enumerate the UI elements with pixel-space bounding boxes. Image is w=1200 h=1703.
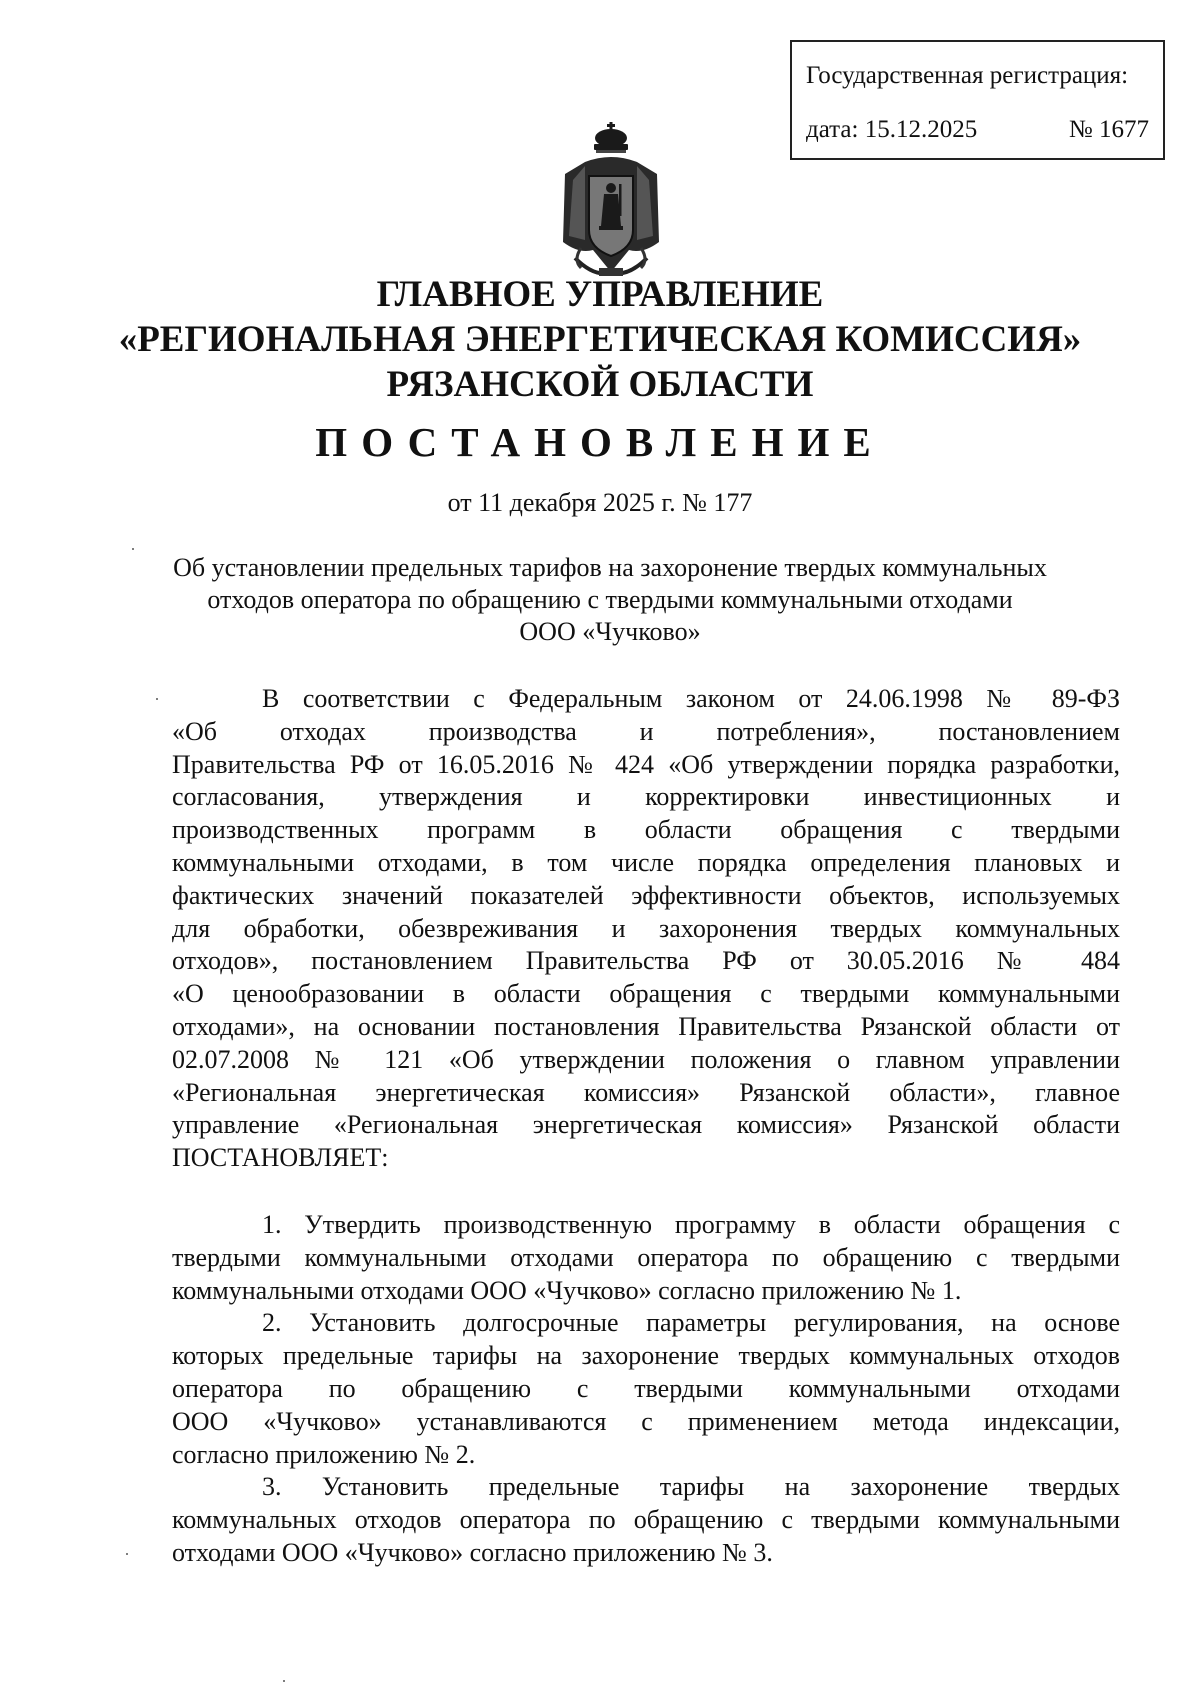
preamble-line: «О ценообразовании в области обращения с твердыми коммунальными (172, 979, 1120, 1009)
registration-date: дата: 15.12.2025 (806, 116, 978, 143)
preamble-line: ПОСТАНОВЛЯЕТ: (172, 1143, 389, 1173)
item-1 (172, 1209, 1120, 1307)
organization-name (80, 272, 1120, 407)
item-line: 1. Утвердить производственную программу в области обращения с (262, 1209, 1120, 1239)
registration-number: № 1677 (1068, 116, 1149, 143)
subject-line: Об установлении предельных тарифов на захоронение твердых коммунальных (173, 553, 1047, 582)
org-line: «РЕГИОНАЛЬНАЯ ЭНЕРГЕТИЧЕСКАЯ КОМИССИЯ» (118, 319, 1082, 360)
item-line: твердыми коммунальными отходами оператора по обращению с твердыми (172, 1242, 1120, 1272)
preamble-line: для обработки, обезвреживания и захоронения твердых коммунальных (172, 913, 1120, 943)
registration-stamp (790, 40, 1165, 160)
preamble-line: отходов», постановлением Правительства РФ от 30.05.2016 № 484 (172, 946, 1120, 976)
preamble-line: «Региональная энергетическая комиссия» Рязанской области», главное (172, 1077, 1120, 1107)
document-date-number: от 11 декабря 2025 г. № 177 (447, 488, 753, 517)
item-line: оператора по обращению с твердыми коммунальными отходами (172, 1373, 1120, 1403)
registration-title: Государственная регистрация: (806, 62, 1129, 89)
coat-of-arms-icon (555, 122, 667, 282)
item-line: коммунальными отходами ООО «Чучково» согласно приложению № 1. (172, 1275, 962, 1305)
preamble-line: В соответствии с Федеральным законом от 24.06.1998 № 89-ФЗ (262, 684, 1120, 713)
subject-line: ООО «Чучково» (519, 617, 701, 646)
document-body (172, 683, 1120, 1570)
paragraph-gap (172, 1175, 1120, 1209)
org-line: РЯЗАНСКОЙ ОБЛАСТИ (386, 364, 814, 405)
item-line: 2. Установить долгосрочные параметры регулирования, на основе (262, 1308, 1120, 1338)
preamble-paragraph (172, 683, 1120, 1175)
registration-details (806, 114, 1149, 146)
preamble-line: коммунальными отходами, в том числе порядка определения плановых и (172, 847, 1120, 877)
preamble-line: 02.07.2008 № 121 «Об утверждении положения о главном управлении (172, 1044, 1120, 1074)
item-line: согласно приложению № 2. (172, 1439, 476, 1469)
preamble-line: производственных программ в области обращения с твердыми (172, 815, 1120, 845)
preamble-line: «Об отходах производства и потребления», постановлением (172, 716, 1120, 746)
preamble-line: Правительства РФ от 16.05.2016 № 424 «Об утверждении порядка разработки, (172, 749, 1120, 779)
item-3 (172, 1471, 1120, 1569)
item-2 (172, 1307, 1120, 1471)
scan-speck (156, 698, 158, 700)
subject-line: отходов оператора по обращению с твердыми коммунальными отходами (207, 585, 1013, 614)
scan-speck (126, 1553, 128, 1555)
document-type: ПОСТАНОВЛЕНИЕ (315, 419, 885, 465)
item-line: которых предельные тарифы на захоронение твердых коммунальных отходов (172, 1341, 1120, 1371)
scan-speck (132, 548, 134, 550)
item-line: 3. Установить предельные тарифы на захоронение твердых (262, 1472, 1120, 1502)
item-line: ООО «Чучково» устанавливаются с применением метода индексации, (172, 1406, 1120, 1436)
document-subject (120, 552, 1100, 648)
item-line: отходами ООО «Чучково» согласно приложению № 3. (172, 1537, 773, 1567)
preamble-line: согласования, утверждения и корректировки инвестиционных и (172, 782, 1120, 812)
item-line: коммунальных отходов оператора по обращению с твердыми коммунальными (172, 1505, 1120, 1535)
preamble-line: фактических значений показателей эффективности объектов, используемых (172, 880, 1120, 910)
org-line: ГЛАВНОЕ УПРАВЛЕНИЕ (376, 274, 824, 315)
preamble-line: отходами», на основании постановления Правительства Рязанской области от (172, 1011, 1120, 1041)
preamble-line: управление «Региональная энергетическая комиссия» Рязанской области (172, 1110, 1120, 1140)
scan-speck (283, 1680, 285, 1682)
